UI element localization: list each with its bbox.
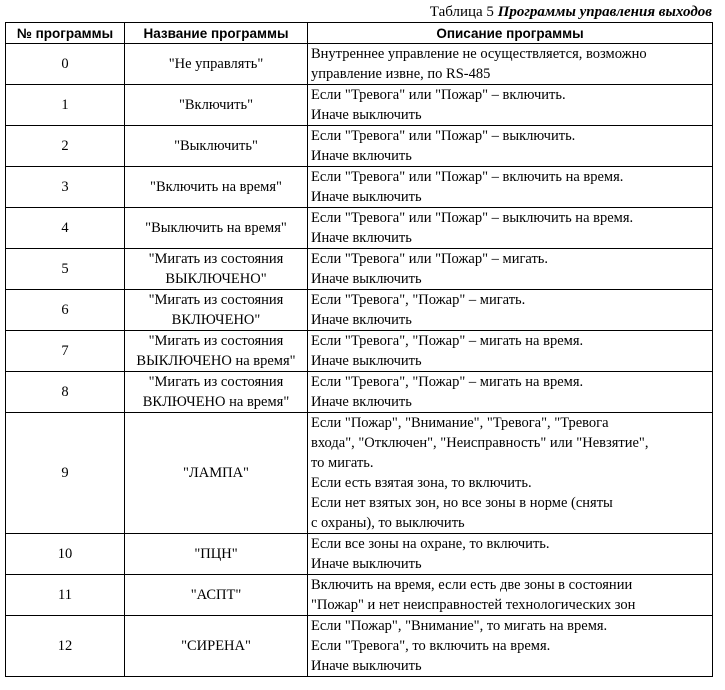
header-row: [6, 23, 713, 44]
program-name: "СИРЕНА": [125, 616, 308, 677]
table-row: [6, 208, 713, 249]
table-row: [6, 413, 713, 534]
description-line: Иначе выключить: [311, 658, 422, 674]
program-number: 11: [6, 575, 125, 616]
program-number: 6: [6, 290, 125, 331]
program-description: [308, 331, 713, 372]
program-name: "АСПТ": [125, 575, 308, 616]
table-row: [6, 331, 713, 372]
description-line: Включить на время, если есть две зоны в состоянии: [311, 577, 633, 593]
table-row: [6, 249, 713, 290]
header-number: № программы: [6, 23, 125, 44]
programs-table: [5, 22, 713, 677]
description-line: Если "Тревога", "Пожар" – мигать на время.: [311, 374, 584, 390]
program-name: "Мигать из состояния ВКЛЮЧЕНО на время": [125, 372, 308, 413]
table-row: [6, 534, 713, 575]
description-line: Если "Тревога" или "Пожар" – включить.: [311, 87, 566, 103]
description-line: Если "Пожар", "Внимание", "Тревога", "Тревога: [311, 415, 609, 431]
description-line: Иначе выключить: [311, 189, 422, 205]
table-row: [6, 167, 713, 208]
description-line: Если все зоны на охране, то включить.: [311, 536, 550, 552]
description-line: Если "Тревога" или "Пожар" – мигать.: [311, 251, 549, 267]
table-row: [6, 372, 713, 413]
program-description: [308, 413, 713, 534]
table-caption: [430, 3, 712, 21]
description-line: с охраны), то выключить: [311, 515, 465, 531]
description-line: Если "Тревога" или "Пожар" – выключить.: [311, 128, 576, 144]
program-number: 1: [6, 85, 125, 126]
table-row: [6, 290, 713, 331]
program-description: [308, 372, 713, 413]
program-name: "ЛАМПА": [125, 413, 308, 534]
program-name: "Мигать из состояния ВЫКЛЮЧЕНО на время": [125, 331, 308, 372]
description-line: Иначе выключить: [311, 556, 422, 572]
program-number: 3: [6, 167, 125, 208]
program-number: 10: [6, 534, 125, 575]
table-row: [6, 575, 713, 616]
program-name: "Не управлять": [125, 44, 308, 85]
program-name: "Выключить": [125, 126, 308, 167]
program-description: [308, 167, 713, 208]
description-line: управление извне, по RS-485: [311, 66, 491, 82]
program-number: 8: [6, 372, 125, 413]
description-line: Если "Пожар", "Внимание", то мигать на время.: [311, 618, 608, 634]
description-line: Внутреннее управление не осуществляется, возможно: [311, 46, 647, 62]
program-number: 2: [6, 126, 125, 167]
program-description: [308, 85, 713, 126]
description-line: входа", "Отключен", "Неисправность" или "Невзятие",: [311, 435, 649, 451]
program-number: 9: [6, 413, 125, 534]
program-number: 0: [6, 44, 125, 85]
table-row: [6, 85, 713, 126]
program-description: [308, 126, 713, 167]
description-line: Иначе выключить: [311, 271, 422, 287]
description-line: Если "Тревога", "Пожар" – мигать.: [311, 292, 526, 308]
program-number: 12: [6, 616, 125, 677]
description-line: Иначе включить: [311, 312, 412, 328]
program-name: "Включить на время": [125, 167, 308, 208]
caption-prefix: Таблица 5: [429, 4, 494, 20]
header-name: Название программы: [125, 23, 308, 44]
program-name: "Мигать из состояния ВЫКЛЮЧЕНО": [125, 249, 308, 290]
description-line: Если нет взятых зон, но все зоны в норме (сняты: [311, 495, 613, 511]
description-line: Если "Тревога" или "Пожар" – выключить на время.: [311, 210, 634, 226]
caption-title: Программы управления выходов: [497, 4, 712, 20]
description-line: Иначе включить: [311, 394, 412, 410]
program-description: [308, 616, 713, 677]
description-line: Если "Тревога", то включить на время.: [311, 638, 551, 654]
description-line: Иначе включить: [311, 230, 412, 246]
program-name: "ПЦН": [125, 534, 308, 575]
table-body: [6, 44, 713, 677]
program-description: [308, 44, 713, 85]
description-line: Если есть взятая зона, то включить.: [311, 475, 532, 491]
header-description: Описание программы: [308, 23, 713, 44]
table-row: [6, 44, 713, 85]
description-line: Иначе выключить: [311, 107, 422, 123]
program-number: 7: [6, 331, 125, 372]
program-description: [308, 208, 713, 249]
program-name: "Выключить на время": [125, 208, 308, 249]
description-line: Иначе выключить: [311, 353, 422, 369]
description-line: Иначе включить: [311, 148, 412, 164]
program-number: 5: [6, 249, 125, 290]
description-line: то мигать.: [311, 455, 374, 471]
program-description: [308, 290, 713, 331]
program-description: [308, 249, 713, 290]
program-number: 4: [6, 208, 125, 249]
program-description: [308, 575, 713, 616]
program-name: "Мигать из состояния ВКЛЮЧЕНО": [125, 290, 308, 331]
description-line: Если "Тревога", "Пожар" – мигать на время.: [311, 333, 584, 349]
table-row: [6, 126, 713, 167]
program-description: [308, 534, 713, 575]
description-line: Если "Тревога" или "Пожар" – включить на время.: [311, 169, 624, 185]
program-name: "Включить": [125, 85, 308, 126]
description-line: "Пожар" и нет неисправностей технологических зон: [311, 597, 636, 613]
table-row: [6, 616, 713, 677]
